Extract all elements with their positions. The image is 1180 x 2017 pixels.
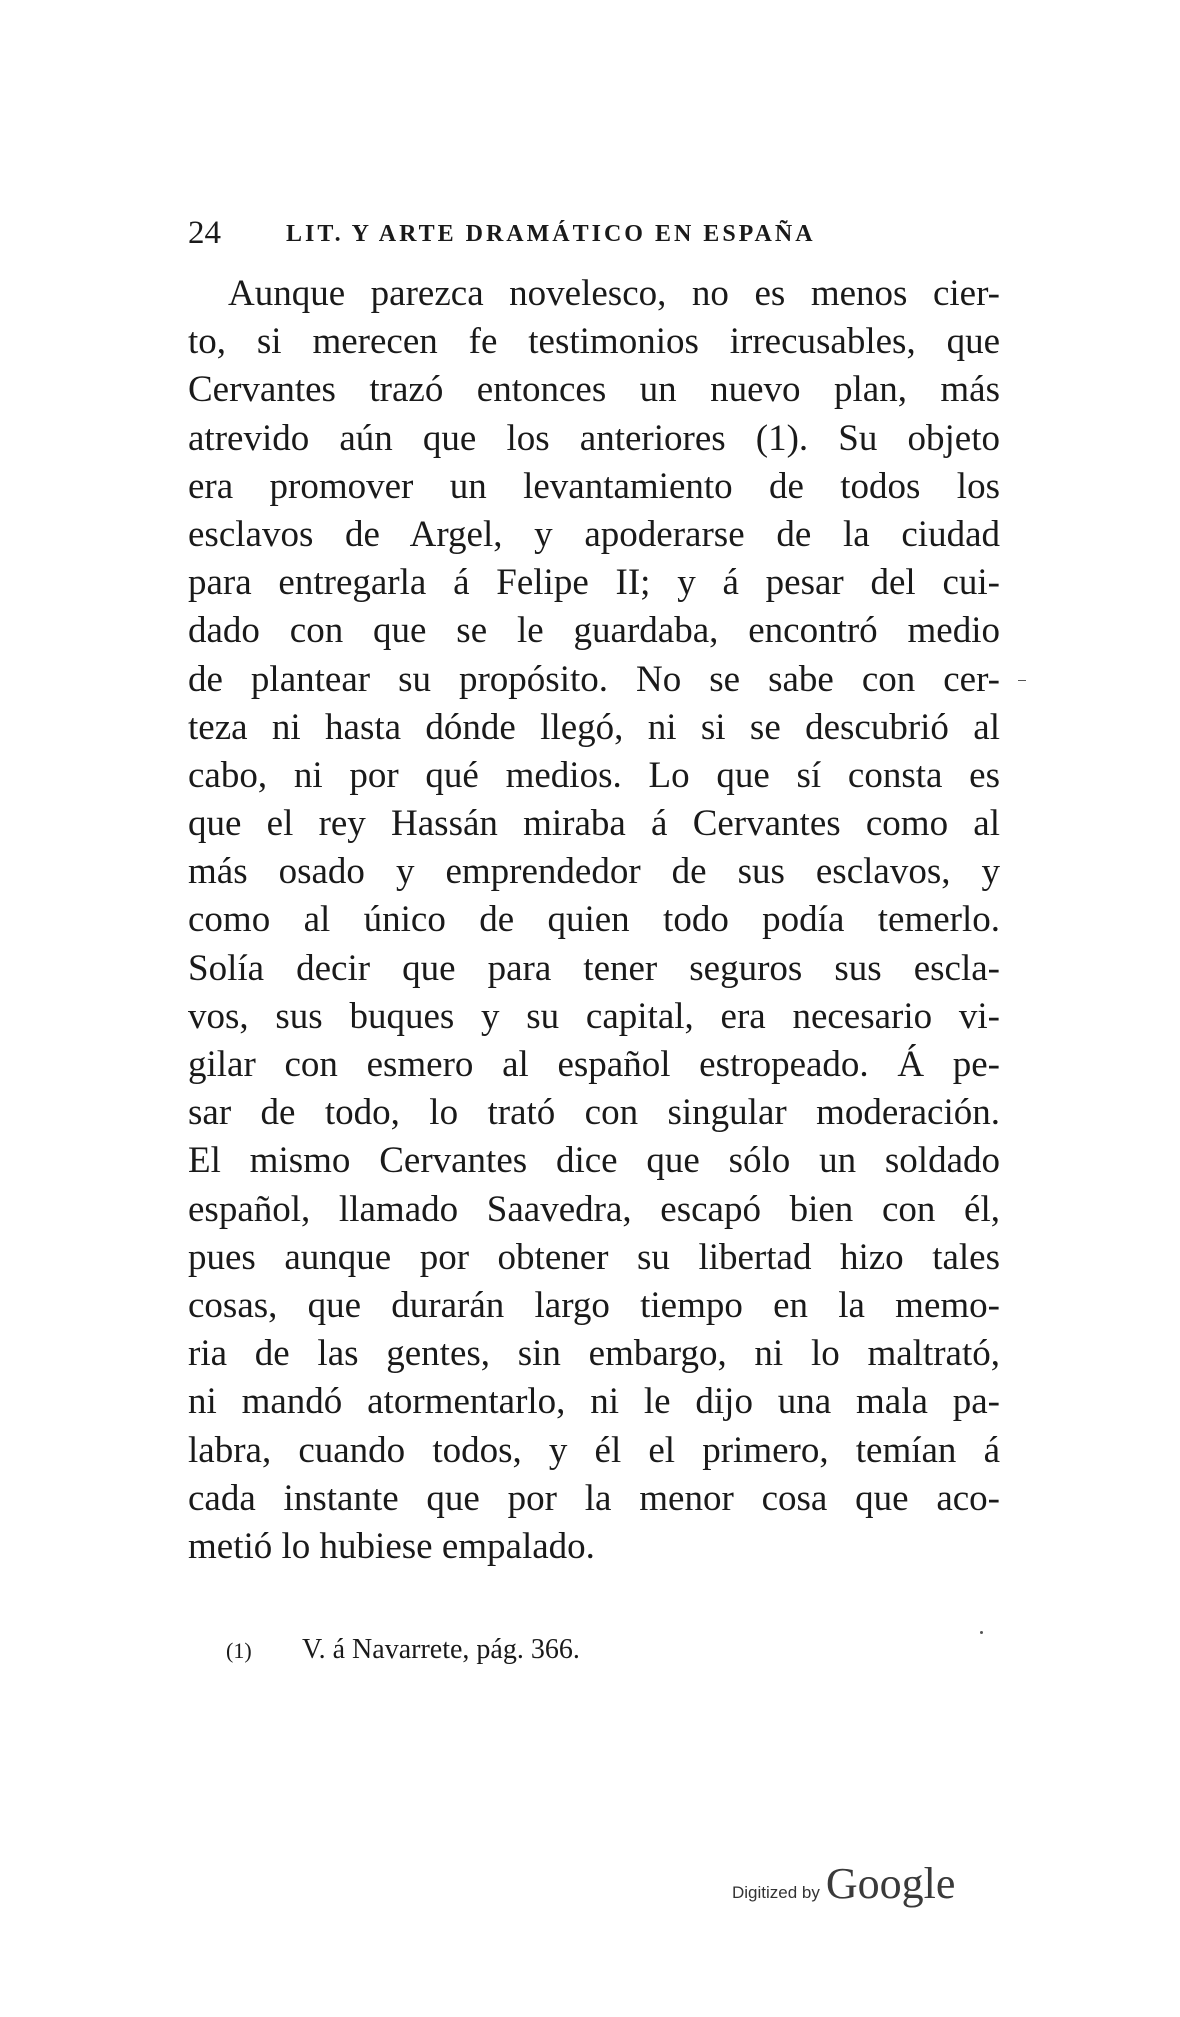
running-title: LIT. Y ARTE DRAMÁTICO EN ESPAÑA xyxy=(286,221,816,247)
text-line: sar de todo, lo trató con singular moderación. xyxy=(188,1092,1000,1134)
footnote xyxy=(226,1634,826,1666)
text-line: cosas, que durarán largo tiempo en la memo- xyxy=(188,1284,1000,1326)
text-line: Aunque parezca novelesco, no es menos cier- xyxy=(228,273,1000,314)
text-line: cabo, ni por qué medios. Lo que sí consta es xyxy=(188,754,1000,796)
text-line: pues aunque por obtener su libertad hizo tales xyxy=(188,1236,1000,1278)
print-speck xyxy=(1018,680,1026,681)
text-line: El mismo Cervantes dice que sólo un soldado xyxy=(188,1140,1000,1182)
text-line: vos, sus buques y su capital, era necesario vi- xyxy=(188,995,1000,1037)
text-line: cada instante que por la menor cosa que aco- xyxy=(188,1477,1000,1519)
text-line: teza ni hasta dónde llegó, ni si se descubrió al xyxy=(188,706,1000,748)
text-line: de plantear su propósito. No se sabe con cer- xyxy=(188,658,1000,700)
text-line: to, si merecen fe testimonios irrecusables, que xyxy=(188,321,1000,363)
text-line: labra, cuando todos, y él el primero, temían á xyxy=(188,1429,1000,1471)
text-line: para entregarla á Felipe II; y á pesar del cui- xyxy=(188,562,1000,604)
footnote-text: V. á Navarrete, pág. 366. xyxy=(302,1634,580,1665)
body-paragraph xyxy=(188,270,1000,1571)
print-speck xyxy=(980,1631,983,1634)
text-line: atrevido aún que los anteriores (1). Su objeto xyxy=(188,417,1000,459)
text-line: como al único de quien todo podía temerlo. xyxy=(188,899,1000,941)
text-line: Cervantes trazó entonces un nuevo plan, más xyxy=(188,369,1000,411)
text-line: gilar con esmero al español estropeado. Á pe- xyxy=(188,1044,1000,1085)
text-line: que el rey Hassán miraba á Cervantes como al xyxy=(188,803,1000,845)
footnote-marker: (1) xyxy=(226,1638,252,1663)
watermark-prefix: Digitized by xyxy=(732,1883,820,1902)
text-line: español, llamado Saavedra, escapó bien con él, xyxy=(188,1188,1000,1230)
digitized-by-google-watermark xyxy=(732,1858,955,1909)
text-line: metió lo hubiese empalado. xyxy=(188,1525,595,1567)
text-line: ria de las gentes, sin embargo, ni lo maltrató, xyxy=(188,1333,1000,1375)
text-line: más osado y emprendedor de sus esclavos, y xyxy=(188,851,1000,893)
text-line: dado con que se le guardaba, encontró medio xyxy=(188,610,1000,652)
page-number: 24 xyxy=(188,215,221,251)
text-line: era promover un levantamiento de todos los xyxy=(188,465,1000,507)
text-line: ni mandó atormentarlo, ni le dijo una mala pa- xyxy=(188,1381,1000,1423)
text-line: esclavos de Argel, y apoderarse de la ciudad xyxy=(188,513,1000,555)
running-head xyxy=(188,215,1008,255)
text-line: Solía decir que para tener seguros sus escla- xyxy=(188,947,1000,989)
watermark-brand: Google xyxy=(825,1859,956,1908)
